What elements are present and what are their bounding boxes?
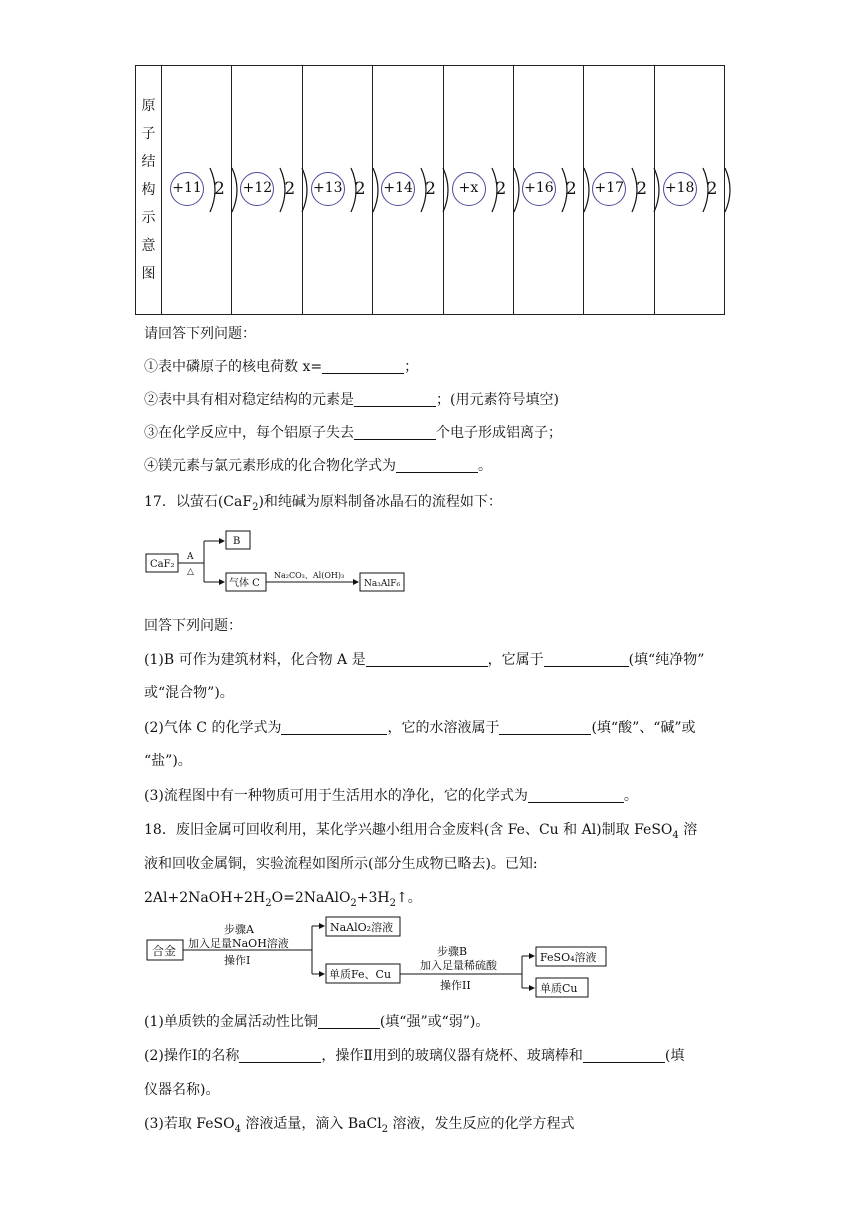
q-text: 。 — [623, 788, 638, 804]
nucleus: +12 — [240, 172, 274, 206]
shell-arc-icon — [723, 160, 737, 220]
shell-electrons: 2 — [214, 179, 225, 199]
q17-line-4: “盐”)。 — [144, 753, 192, 769]
q-text: (填 — [664, 1048, 685, 1064]
header-char: 结 — [141, 154, 156, 170]
atomic-structure-table — [135, 65, 725, 315]
atom-diagram — [311, 160, 381, 220]
header-char: 意 — [141, 238, 156, 254]
q17-flow-diagram — [144, 528, 424, 598]
answer-blank[interactable] — [396, 458, 478, 473]
atom-diagram — [592, 160, 662, 220]
item-text: 。 — [478, 458, 492, 474]
answer-blank[interactable] — [354, 425, 436, 440]
q17-intro: 回答下列问题： — [144, 618, 242, 634]
nucleus: +x — [452, 172, 486, 206]
header-char: 构 — [141, 182, 156, 198]
eq-text: O=2NaAlO — [271, 890, 351, 906]
q-text: ，它的水溶液属于 — [387, 720, 500, 736]
answer-blank[interactable] — [354, 392, 436, 407]
item-text: ； — [404, 359, 419, 375]
atom-diagram — [522, 160, 592, 220]
shell-arc-icon — [208, 160, 222, 220]
q-text: (3)若取 FeSO — [144, 1116, 235, 1132]
subscript: 4 — [672, 829, 679, 841]
condition-label: △ — [187, 567, 194, 577]
q18-line-6 — [144, 1114, 575, 1140]
step-a-label: 步骤A — [224, 923, 254, 936]
fecu-label: 单质Fe、Cu — [329, 968, 392, 981]
q-text: (2)气体 C 的化学式为 — [144, 720, 282, 736]
shell-electrons: 2 — [636, 179, 648, 199]
shell-arc-icon — [349, 160, 363, 220]
naalo2-label: NaAlO₂溶液 — [330, 921, 394, 934]
q18-equation — [144, 888, 422, 914]
q-text: (1)B 可作为建筑材料，化合物 A 是 — [144, 652, 366, 668]
item-text: ②表中具有相对稳定结构的元素是 — [144, 392, 354, 408]
shell-electrons: 2 — [425, 179, 436, 199]
step-b-label: 步骤B — [437, 945, 468, 958]
shell-electrons: 2 — [565, 179, 577, 199]
atom-diagram — [663, 160, 733, 220]
atom-cell — [373, 66, 443, 315]
atom-cell — [302, 66, 372, 315]
answer-blank[interactable] — [583, 1048, 665, 1063]
atom-cell — [443, 66, 513, 315]
q18-line-3 — [144, 1012, 489, 1032]
atom-diagram — [452, 160, 522, 220]
answer-blank[interactable] — [318, 1014, 380, 1029]
op2-label: 操作II — [440, 979, 471, 992]
q18-flow-diagram — [144, 916, 614, 1000]
eq-text: +3H — [356, 890, 390, 906]
nucleus: +14 — [381, 172, 415, 206]
q17-line-2: 或“混合物”)。 — [144, 685, 234, 701]
cu-label: 单质Cu — [540, 982, 578, 995]
q17-line-5 — [144, 786, 638, 806]
atom-cell — [162, 66, 232, 315]
q-text: 溶液适量，滴入 BaCl — [240, 1116, 382, 1132]
op1-label: 操作I — [224, 954, 251, 967]
title-text: 17．以萤石(CaF — [144, 494, 253, 510]
atom-diagram — [381, 160, 451, 220]
q17-line-3 — [144, 718, 696, 738]
q-text: (填“强”或“弱”)。 — [379, 1014, 490, 1030]
q-text: ，操作Ⅱ用到的玻璃仪器有烧杯、玻璃棒和 — [321, 1048, 583, 1064]
q-text: (3)流程图中有一种物质可用于生活用水的净化，它的化学式为 — [144, 788, 528, 804]
title-text: 溶 — [678, 822, 698, 838]
reagent-label: A — [187, 552, 194, 562]
reagent-a-label: 加入足量NaOH溶液 — [188, 937, 289, 950]
answer-blank[interactable] — [281, 720, 387, 735]
answer-blank[interactable] — [366, 652, 488, 667]
q18-line-4 — [144, 1046, 684, 1066]
shell-arc-icon — [630, 160, 644, 220]
atom-diagram — [170, 160, 240, 220]
nucleus: +18 — [663, 172, 697, 206]
q-text: 溶液，发生反应的化学方程式 — [388, 1116, 575, 1132]
item-text: ；(用元素符号填空) — [436, 392, 559, 408]
shell-electrons: 2 — [284, 179, 296, 199]
q18-line-5: 仪器名称)。 — [144, 1082, 220, 1098]
start-label: CaF₂ — [150, 559, 175, 570]
nucleus: +11 — [170, 172, 204, 206]
atom-cell — [513, 66, 583, 315]
final-label: Na₃AlF₆ — [364, 579, 401, 589]
q-text: (2)操作Ⅰ的名称 — [144, 1048, 240, 1064]
shell-arc-icon — [560, 160, 574, 220]
alloy-label: 合金 — [152, 944, 177, 958]
atom-diagram — [240, 160, 310, 220]
nucleus: +13 — [311, 172, 345, 206]
reagent-b-label: 加入足量稀硫酸 — [420, 959, 497, 972]
arrow-reagent-label: Na₂CO₃、Al(OH)₃ — [274, 571, 345, 580]
subscript: 2 — [381, 1123, 389, 1135]
header-char: 子 — [141, 126, 156, 142]
shell-arc-icon — [490, 160, 504, 220]
subscript: 2 — [389, 897, 397, 909]
table-header-cell — [136, 66, 162, 315]
q-text: (填“纯净物” — [628, 652, 705, 668]
shell-arc-icon — [701, 160, 715, 220]
q17-title — [144, 492, 502, 518]
answer-blank[interactable] — [544, 652, 629, 667]
q17-line-1 — [144, 650, 704, 670]
q-text: ，它属于 — [487, 652, 544, 668]
item-text: ③在化学反应中，每个铝原子失去 — [144, 425, 354, 441]
title-text: )和纯碱为原料制备冰晶石的流程如下： — [258, 494, 502, 510]
eq-text: 2Al+2NaOH+2H — [144, 890, 266, 906]
shell-electrons: 2 — [495, 179, 507, 199]
q16-item-2 — [144, 390, 559, 410]
atom-cell — [584, 66, 654, 315]
header-char: 原 — [141, 98, 156, 114]
subscript: 2 — [252, 501, 259, 513]
answer-blank[interactable] — [322, 359, 404, 374]
eq-text: ↑。 — [396, 890, 422, 906]
item-text: ①表中磷原子的核电荷数 x= — [144, 359, 323, 375]
q16-item-3 — [144, 423, 562, 443]
header-char: 示 — [141, 210, 156, 226]
shell-arc-icon — [278, 160, 292, 220]
gas-c-label: 气体 C — [229, 578, 260, 589]
q18-title — [144, 820, 697, 846]
q-text: (填“酸”、“碱”或 — [591, 720, 696, 736]
item-text: ④镁元素与氯元素形成的化合物化学式为 — [144, 458, 396, 474]
atom-cell — [232, 66, 302, 315]
product-b-label: B — [233, 536, 241, 547]
nucleus: +17 — [592, 172, 626, 206]
nucleus: +16 — [522, 172, 556, 206]
shell-electrons: 2 — [354, 179, 366, 199]
item-text: 个电子形成铝离子； — [436, 425, 562, 441]
table-row — [136, 66, 725, 315]
subscript: 2 — [350, 897, 357, 909]
subscript: 2 — [265, 897, 272, 909]
feso4-label: FeSO₄溶液 — [540, 951, 597, 964]
q16-intro: 请回答下列问题： — [144, 326, 256, 342]
title-text: 18．废旧金属可回收利用，某化学兴趣小组用合金废料(含 Fe、Cu 和 Al)制取 FeSO — [144, 822, 673, 838]
q-text: (1)单质铁的金属活动性比铜 — [144, 1014, 318, 1030]
header-char: 图 — [141, 266, 156, 282]
q16-item-4 — [144, 456, 492, 476]
q16-item-1 — [144, 357, 418, 377]
q18-line-2: 液和回收金属铜，实验流程如图所示(部分生成物已略去)。已知: — [144, 856, 538, 872]
atom-cell — [654, 66, 724, 315]
subscript: 4 — [234, 1123, 241, 1135]
shell-arc-icon — [419, 160, 433, 220]
answer-blank[interactable] — [499, 720, 591, 735]
shell-electrons: 2 — [706, 179, 718, 199]
answer-blank[interactable] — [239, 1048, 321, 1063]
answer-blank[interactable] — [528, 788, 624, 803]
